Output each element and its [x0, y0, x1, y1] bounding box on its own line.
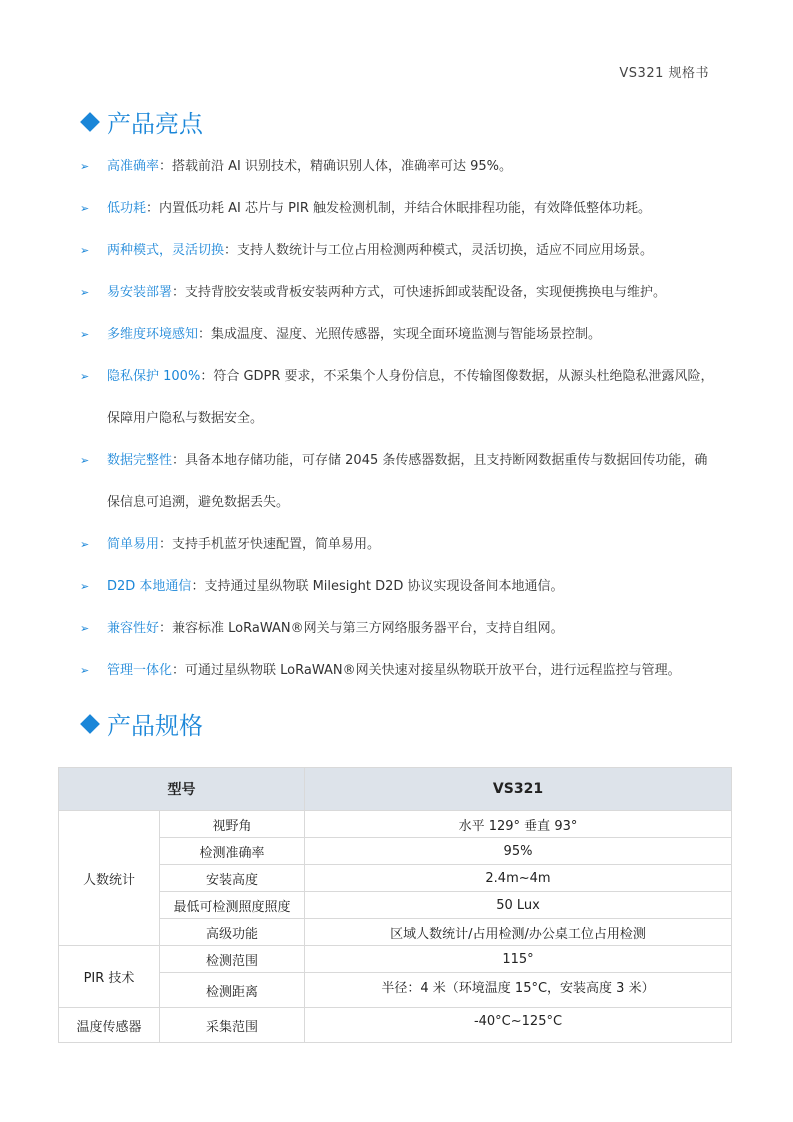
list-item: [80, 272, 720, 314]
table-row: [59, 919, 732, 946]
arrow-bullet-icon: ➢: [80, 622, 90, 635]
feature-text: ：可通过星纵物联 LoRaWAN®网关快速对接星纵物联开放平台，进行远程监控与管理。: [172, 663, 681, 678]
spec-label: 采集范围: [160, 1008, 305, 1043]
feature-key: 管理一体化: [107, 663, 173, 678]
table-row: [59, 946, 732, 973]
specs-heading-text: 产品规格: [107, 712, 203, 740]
list-item: [80, 230, 720, 272]
list-item: [80, 146, 720, 188]
list-item: [80, 356, 720, 440]
feature-key: 简单易用: [107, 537, 160, 552]
list-item: [80, 566, 720, 608]
feature-key: 高准确率: [107, 159, 160, 174]
spec-value: -40°C~125°C: [305, 1008, 732, 1043]
spec-label: 视野角: [160, 811, 305, 838]
feature-key: 低功耗: [107, 201, 147, 216]
arrow-bullet-icon: ➢: [80, 286, 90, 299]
spec-table: [58, 767, 732, 1043]
arrow-bullet-icon: ➢: [80, 370, 90, 383]
feature-text: ：支持通过星纵物联 Milesight D2D 协议实现设备间本地通信。: [191, 579, 564, 594]
feature-key: 多维度环境感知: [107, 327, 199, 342]
spec-value: 50 Lux: [305, 892, 732, 919]
spec-label: 安装高度: [160, 865, 305, 892]
category-cell: PIR 技术: [59, 946, 160, 1008]
table-row: [59, 1008, 732, 1043]
feature-text: ：兼容标准 LoRaWAN®网关与第三方网络服务器平台，支持自组网。: [159, 621, 564, 636]
table-header-row: [59, 768, 732, 811]
spec-label: 检测距离: [160, 973, 305, 1008]
category-cell: 人数统计: [59, 811, 160, 946]
category-cell: 温度传感器: [59, 1008, 160, 1043]
document-title: VS321 规格书: [619, 66, 709, 81]
feature-text: ：支持手机蓝牙快速配置，简单易用。: [159, 537, 381, 552]
feature-text: ：集成温度、湿度、光照传感器，实现全面环境监测与智能场景控制。: [198, 327, 602, 342]
list-item: [80, 314, 720, 356]
list-item: [80, 650, 720, 692]
model-header: 型号: [59, 768, 305, 811]
feature-text: ：搭载前沿 AI 识别技术，精确识别人体，准确率可达 95%。: [159, 159, 513, 174]
arrow-bullet-icon: ➢: [80, 328, 90, 341]
feature-text: ：具备本地存储功能，可存储 2045 条传感器数据，且支持断网数据重传与数据回传功能，确保信息可追溯，避免数据丢失。: [107, 453, 708, 510]
highlights-heading: [80, 104, 203, 139]
spec-value: 区域人数统计/占用检测/办公桌工位占用检测: [305, 919, 732, 946]
spec-value: 95%: [305, 838, 732, 865]
feature-key: D2D 本地通信: [107, 579, 192, 594]
arrow-bullet-icon: ➢: [80, 538, 90, 551]
feature-key: 隐私保护 100%: [107, 369, 201, 384]
arrow-bullet-icon: ➢: [80, 664, 90, 677]
list-item: [80, 524, 720, 566]
spec-value: 半径：4 米（环境温度 15°C，安装高度 3 米）: [305, 973, 732, 1008]
highlights-heading-text: 产品亮点: [107, 110, 203, 138]
diamond-bullet-icon: [80, 714, 100, 734]
spec-value: 2.4m~4m: [305, 865, 732, 892]
feature-text: ：支持人数统计与工位占用检测两种模式，灵活切换，适应不同应用场景。: [224, 243, 654, 258]
feature-key: 两种模式，灵活切换: [107, 243, 225, 258]
spec-label: 检测准确率: [160, 838, 305, 865]
table-row: [59, 838, 732, 865]
arrow-bullet-icon: ➢: [80, 244, 90, 257]
diamond-bullet-icon: [80, 112, 100, 132]
arrow-bullet-icon: ➢: [80, 160, 90, 173]
feature-key: 兼容性好: [107, 621, 160, 636]
model-value-header: VS321: [305, 768, 732, 811]
arrow-bullet-icon: ➢: [80, 580, 90, 593]
table-row: [59, 811, 732, 838]
spec-label: 高级功能: [160, 919, 305, 946]
list-item: [80, 188, 720, 230]
table-row: [59, 865, 732, 892]
feature-text: ：内置低功耗 AI 芯片与 PIR 触发检测机制，并结合休眠排程功能，有效降低整体功耗。: [146, 201, 651, 216]
feature-key: 数据完整性: [107, 453, 173, 468]
highlights-list: [80, 146, 720, 692]
spec-label: 最低可检测照度照度: [160, 892, 305, 919]
spec-value: 115°: [305, 946, 732, 973]
feature-text: ：符合 GDPR 要求，不采集个人身份信息，不传输图像数据，从源头杜绝隐私泄露风险，保障用户隐私与数据安全。: [107, 369, 714, 426]
feature-key: 易安装部署: [107, 285, 173, 300]
arrow-bullet-icon: ➢: [80, 454, 90, 467]
table-row: [59, 892, 732, 919]
spec-label: 检测范围: [160, 946, 305, 973]
feature-text: ：支持背胶安装或背板安装两种方式，可快速拆卸或装配设备，实现便携换电与维护。: [172, 285, 667, 300]
arrow-bullet-icon: ➢: [80, 202, 90, 215]
list-item: [80, 440, 720, 524]
spec-value: 水平 129° 垂直 93°: [305, 811, 732, 838]
specs-heading: [80, 706, 203, 741]
list-item: [80, 608, 720, 650]
table-row: [59, 973, 732, 1008]
